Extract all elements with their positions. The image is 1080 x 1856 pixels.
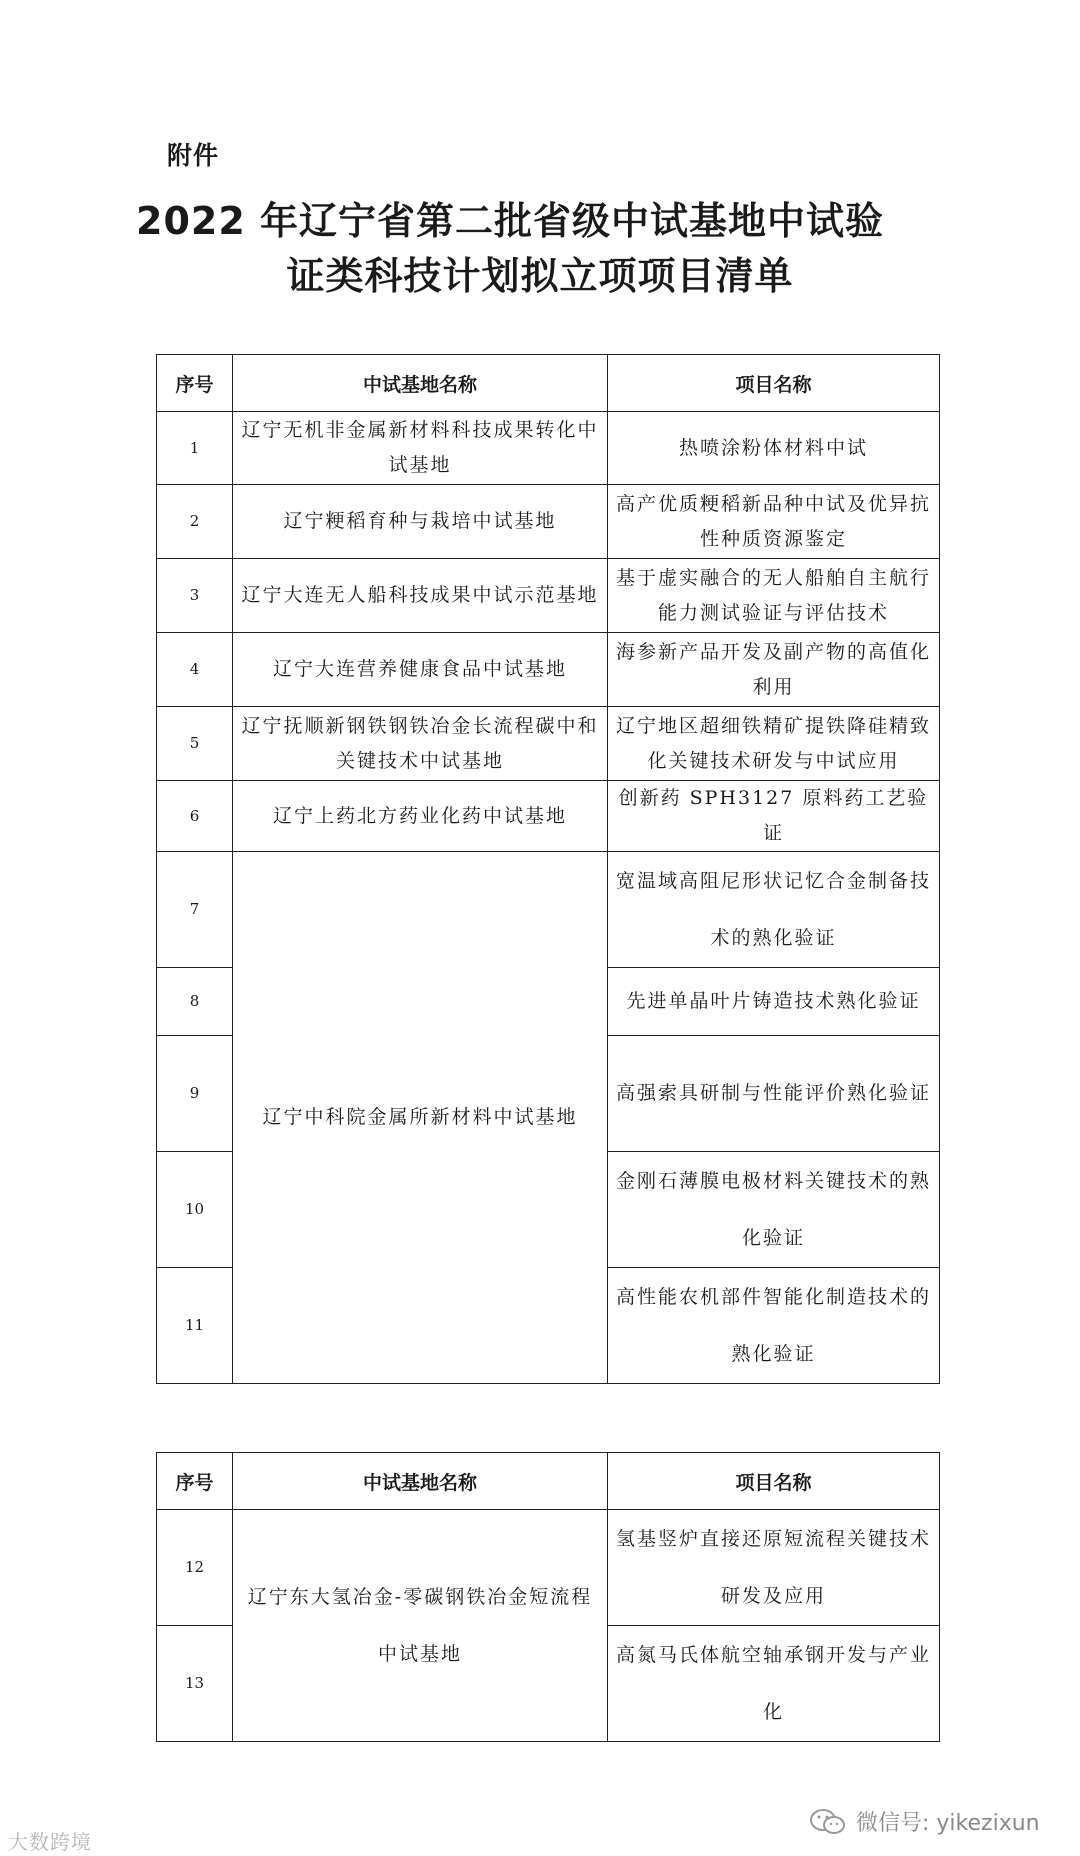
row-base: 辽宁上药北方药业化药中试基地 [233,781,608,852]
row-project: 海参新产品开发及副产物的高值化利用 [608,633,940,707]
row-project: 高产优质粳稻新品种中试及优异抗性种质资源鉴定 [608,485,940,559]
row-project: 热喷涂粉体材料中试 [608,412,940,485]
watermark-right [808,1806,1040,1837]
table-row [157,412,940,485]
wechat-icon [808,1807,848,1837]
project-table-2 [156,1452,940,1742]
header-num: 序号 [157,355,233,412]
row-num: 13 [157,1626,233,1742]
table-row [157,852,940,968]
row-num: 1 [157,412,233,485]
attachment-label: 附件 [167,141,220,170]
watermark-text: 微信号: yikezixun [856,1811,1040,1836]
table-header-row [157,355,940,412]
row-base-merged: 辽宁东大氢冶金-零碳钢铁冶金短流程中试基地 [233,1510,608,1742]
row-project: 氢基竖炉直接还原短流程关键技术研发及应用 [608,1510,940,1626]
row-project: 高强索具研制与性能评价熟化验证 [608,1036,940,1152]
header-project: 项目名称 [608,355,940,412]
row-base: 辽宁大连无人船科技成果中试示范基地 [233,559,608,633]
row-project: 辽宁地区超细铁精矿提铁降硅精致化关键技术研发与中试应用 [608,707,940,781]
row-num: 5 [157,707,233,781]
row-project: 高性能农机部件智能化制造技术的熟化验证 [608,1268,940,1384]
row-base: 辽宁抚顺新钢铁钢铁冶金长流程碳中和关键技术中试基地 [233,707,608,781]
row-num: 7 [157,852,233,968]
document-title-line1: 2022 年辽宁省第二批省级中试基地中试验 [136,199,884,243]
table-row [157,559,940,633]
row-num: 10 [157,1152,233,1268]
row-project: 金刚石薄膜电极材料关键技术的熟化验证 [608,1152,940,1268]
row-project: 基于虚实融合的无人船舶自主航行能力测试验证与评估技术 [608,559,940,633]
row-base: 辽宁大连营养健康食品中试基地 [233,633,608,707]
document-title-line2: 证类科技计划拟立项项目清单 [286,254,794,298]
row-base: 辽宁无机非金属新材料科技成果转化中试基地 [233,412,608,485]
row-num: 11 [157,1268,233,1384]
row-num: 9 [157,1036,233,1152]
row-base-merged: 辽宁中科院金属所新材料中试基地 [233,852,608,1384]
row-num: 8 [157,968,233,1036]
header-project: 项目名称 [608,1453,940,1510]
header-num: 序号 [157,1453,233,1510]
row-num: 2 [157,485,233,559]
row-project: 高氮马氏体航空轴承钢开发与产业化 [608,1626,940,1742]
row-num: 12 [157,1510,233,1626]
row-num: 4 [157,633,233,707]
table-header-row [157,1453,940,1510]
table-row [157,707,940,781]
row-project: 宽温域高阻尼形状记忆合金制备技术的熟化验证 [608,852,940,968]
row-project: 创新药 SPH3127 原料药工艺验证 [608,781,940,852]
header-base: 中试基地名称 [233,355,608,412]
table-row [157,1510,940,1626]
row-num: 6 [157,781,233,852]
row-base: 辽宁粳稻育种与栽培中试基地 [233,485,608,559]
row-project: 先进单晶叶片铸造技术熟化验证 [608,968,940,1036]
table-row [157,485,940,559]
row-num: 3 [157,559,233,633]
table-row [157,633,940,707]
table-row [157,781,940,852]
project-table-1 [156,354,940,1384]
watermark-left: 大数跨境 [8,1830,92,1854]
header-base: 中试基地名称 [233,1453,608,1510]
